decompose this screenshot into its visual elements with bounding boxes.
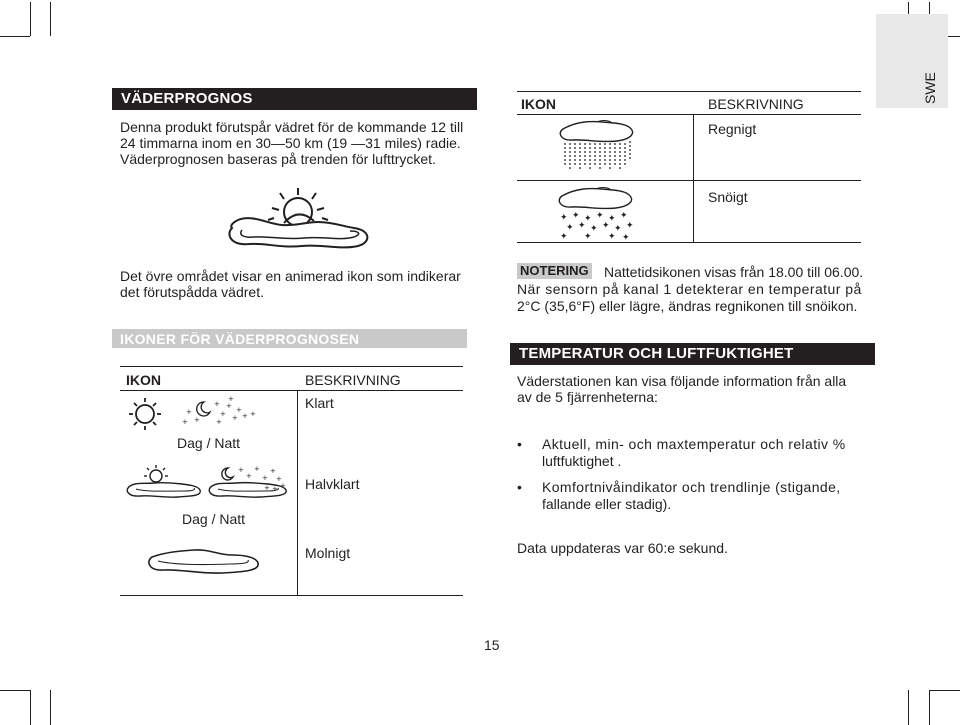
svg-text:+: + (280, 482, 286, 490)
forecast-intro-line: 24 timmarna inom en 30—50 km (19 —31 miles) radie. (120, 135, 461, 151)
crop-mark (0, 36, 30, 37)
icons-section-heading: IKONER FÖR VÄDERPROGNOSEN (120, 331, 360, 347)
svg-text:+: + (262, 474, 268, 482)
svg-text:+: + (216, 418, 222, 426)
feature-line: • Komfortnivåindikator och trendlinje (stigande, (542, 479, 841, 495)
rain-table-header-rule (517, 114, 861, 115)
rain-table-bottom-rule (517, 242, 861, 243)
svg-text:✦: ✦ (626, 221, 634, 231)
sun-cloud-illustration (222, 186, 372, 252)
forecast-intro (120, 119, 480, 167)
rain-col-header-desc: BESKRIVNING (708, 96, 804, 112)
crop-mark (929, 690, 960, 691)
partly-cloudy-day-icon (124, 464, 204, 500)
svg-text:✦: ✦ (590, 224, 598, 234)
crop-mark (50, 690, 51, 725)
icons-col-header-desc: BESKRIVNING (305, 372, 401, 388)
temperature-feature-item (517, 436, 877, 470)
crop-mark (30, 2, 31, 36)
language-tab (876, 14, 948, 108)
feature-line: fallande eller stadig). (542, 496, 672, 512)
svg-text:+: + (226, 402, 232, 410)
svg-text:+: + (254, 465, 260, 473)
note-badge: NOTERING (517, 263, 592, 279)
cloudy-icon (144, 543, 264, 579)
table-header-rule (120, 390, 463, 391)
forecast-intro-line: Väderprognosen baseras på trenden för lufttrycket. (120, 151, 436, 167)
svg-text:✦: ✦ (566, 223, 574, 233)
rain-desc: Regnigt (708, 121, 757, 137)
svg-text:+: + (214, 400, 220, 408)
svg-text:+: + (236, 406, 242, 414)
svg-text:✦: ✦ (584, 214, 592, 224)
feature-line: • Aktuell, min- och maxtemperatur och relativ % (542, 436, 846, 452)
moon-stars-icon (180, 395, 262, 426)
display-description-line: Det övre området visar en animerad ikon som indikerar (120, 268, 461, 284)
svg-text:✦: ✦ (614, 224, 622, 234)
svg-text:+: + (250, 410, 256, 418)
svg-text:✦: ✦ (602, 221, 610, 231)
svg-text:+: + (232, 414, 238, 422)
svg-text:+: + (270, 467, 276, 475)
icons-row-desc: Halvklart (305, 476, 360, 492)
svg-text:+: + (182, 418, 188, 426)
crop-mark (929, 690, 930, 725)
svg-text:✦: ✦ (578, 221, 586, 231)
sun-icon (127, 396, 163, 432)
forecast-intro-line: Denna produkt förutspår vädret för de kommande 12 till (120, 119, 464, 135)
svg-text:✦: ✦ (620, 211, 628, 221)
temperature-intro-line: av de 5 fjärrenheterna: (517, 389, 658, 405)
svg-text:+: + (276, 475, 282, 483)
icons-row-desc: Klart (305, 395, 334, 411)
icons-row-caption: Dag / Natt (177, 435, 241, 451)
note-line: När sensorn på kanal 1 detekterar en temperatur på (517, 281, 862, 297)
icons-col-header-icon: IKON (126, 372, 161, 388)
icons-row-caption: Dag / Natt (182, 511, 246, 527)
svg-text:+: + (228, 395, 234, 403)
svg-text:✦: ✦ (560, 213, 568, 223)
rain-table-divider (693, 114, 694, 242)
svg-text:+: + (194, 416, 200, 424)
rain-col-header-icon: IKON (521, 96, 556, 112)
temperature-heading: TEMPERATUR OCH LUFTFUKTIGHET (510, 343, 875, 365)
partly-cloudy-night-icon (206, 464, 296, 500)
page-number: 15 (484, 637, 500, 653)
table-bottom-rule (120, 595, 463, 596)
snow-desc: Snöigt (708, 189, 748, 205)
feature-line: luftfuktighet . (542, 453, 622, 469)
language-tab-label: SWE (922, 72, 938, 104)
crop-mark (50, 2, 51, 36)
temperature-intro (517, 373, 872, 405)
rain-table-mid-rule (517, 180, 861, 181)
svg-text:+: + (264, 484, 270, 492)
svg-text:✦: ✦ (622, 233, 630, 243)
icons-row-desc: Molnigt (305, 545, 351, 561)
svg-text:+: + (186, 408, 192, 416)
display-description (120, 268, 480, 300)
rain-table-top-rule (517, 91, 861, 92)
table-column-divider (297, 390, 298, 596)
svg-text:✦: ✦ (560, 232, 568, 242)
crop-mark (30, 690, 31, 725)
crop-mark (0, 690, 30, 691)
temperature-intro-line: Väderstationen kan visa följande information från alla (517, 373, 847, 389)
display-description-line: det förutspådda vädret. (120, 284, 264, 300)
svg-text:✦: ✦ (608, 232, 616, 242)
rain-icon (557, 117, 637, 173)
svg-text:+: + (242, 412, 248, 420)
svg-text:+: + (238, 466, 244, 474)
temperature-feature-item (517, 479, 877, 513)
temperature-footer: Data uppdateras var 60:e sekund. (517, 540, 728, 556)
svg-text:+: + (272, 485, 278, 493)
snow-icon (556, 184, 638, 243)
svg-text:+: + (246, 472, 252, 480)
svg-text:✦: ✦ (572, 211, 580, 221)
svg-text:✦: ✦ (608, 214, 616, 224)
note-line: Nattetidsikonen visas från 18.00 till 06.00. (604, 264, 864, 280)
svg-text:✦: ✦ (596, 211, 604, 221)
table-top-rule (120, 366, 463, 367)
note-line: 2°C (35,6°F) eller lägre, ändras regnikonen till snöikon. (517, 298, 858, 314)
svg-text:+: + (220, 410, 226, 418)
crop-mark (908, 690, 909, 725)
svg-text:✦: ✦ (584, 232, 592, 242)
forecast-heading: VÄDERPROGNOS (112, 88, 477, 110)
temperature-feature-list (517, 436, 877, 513)
